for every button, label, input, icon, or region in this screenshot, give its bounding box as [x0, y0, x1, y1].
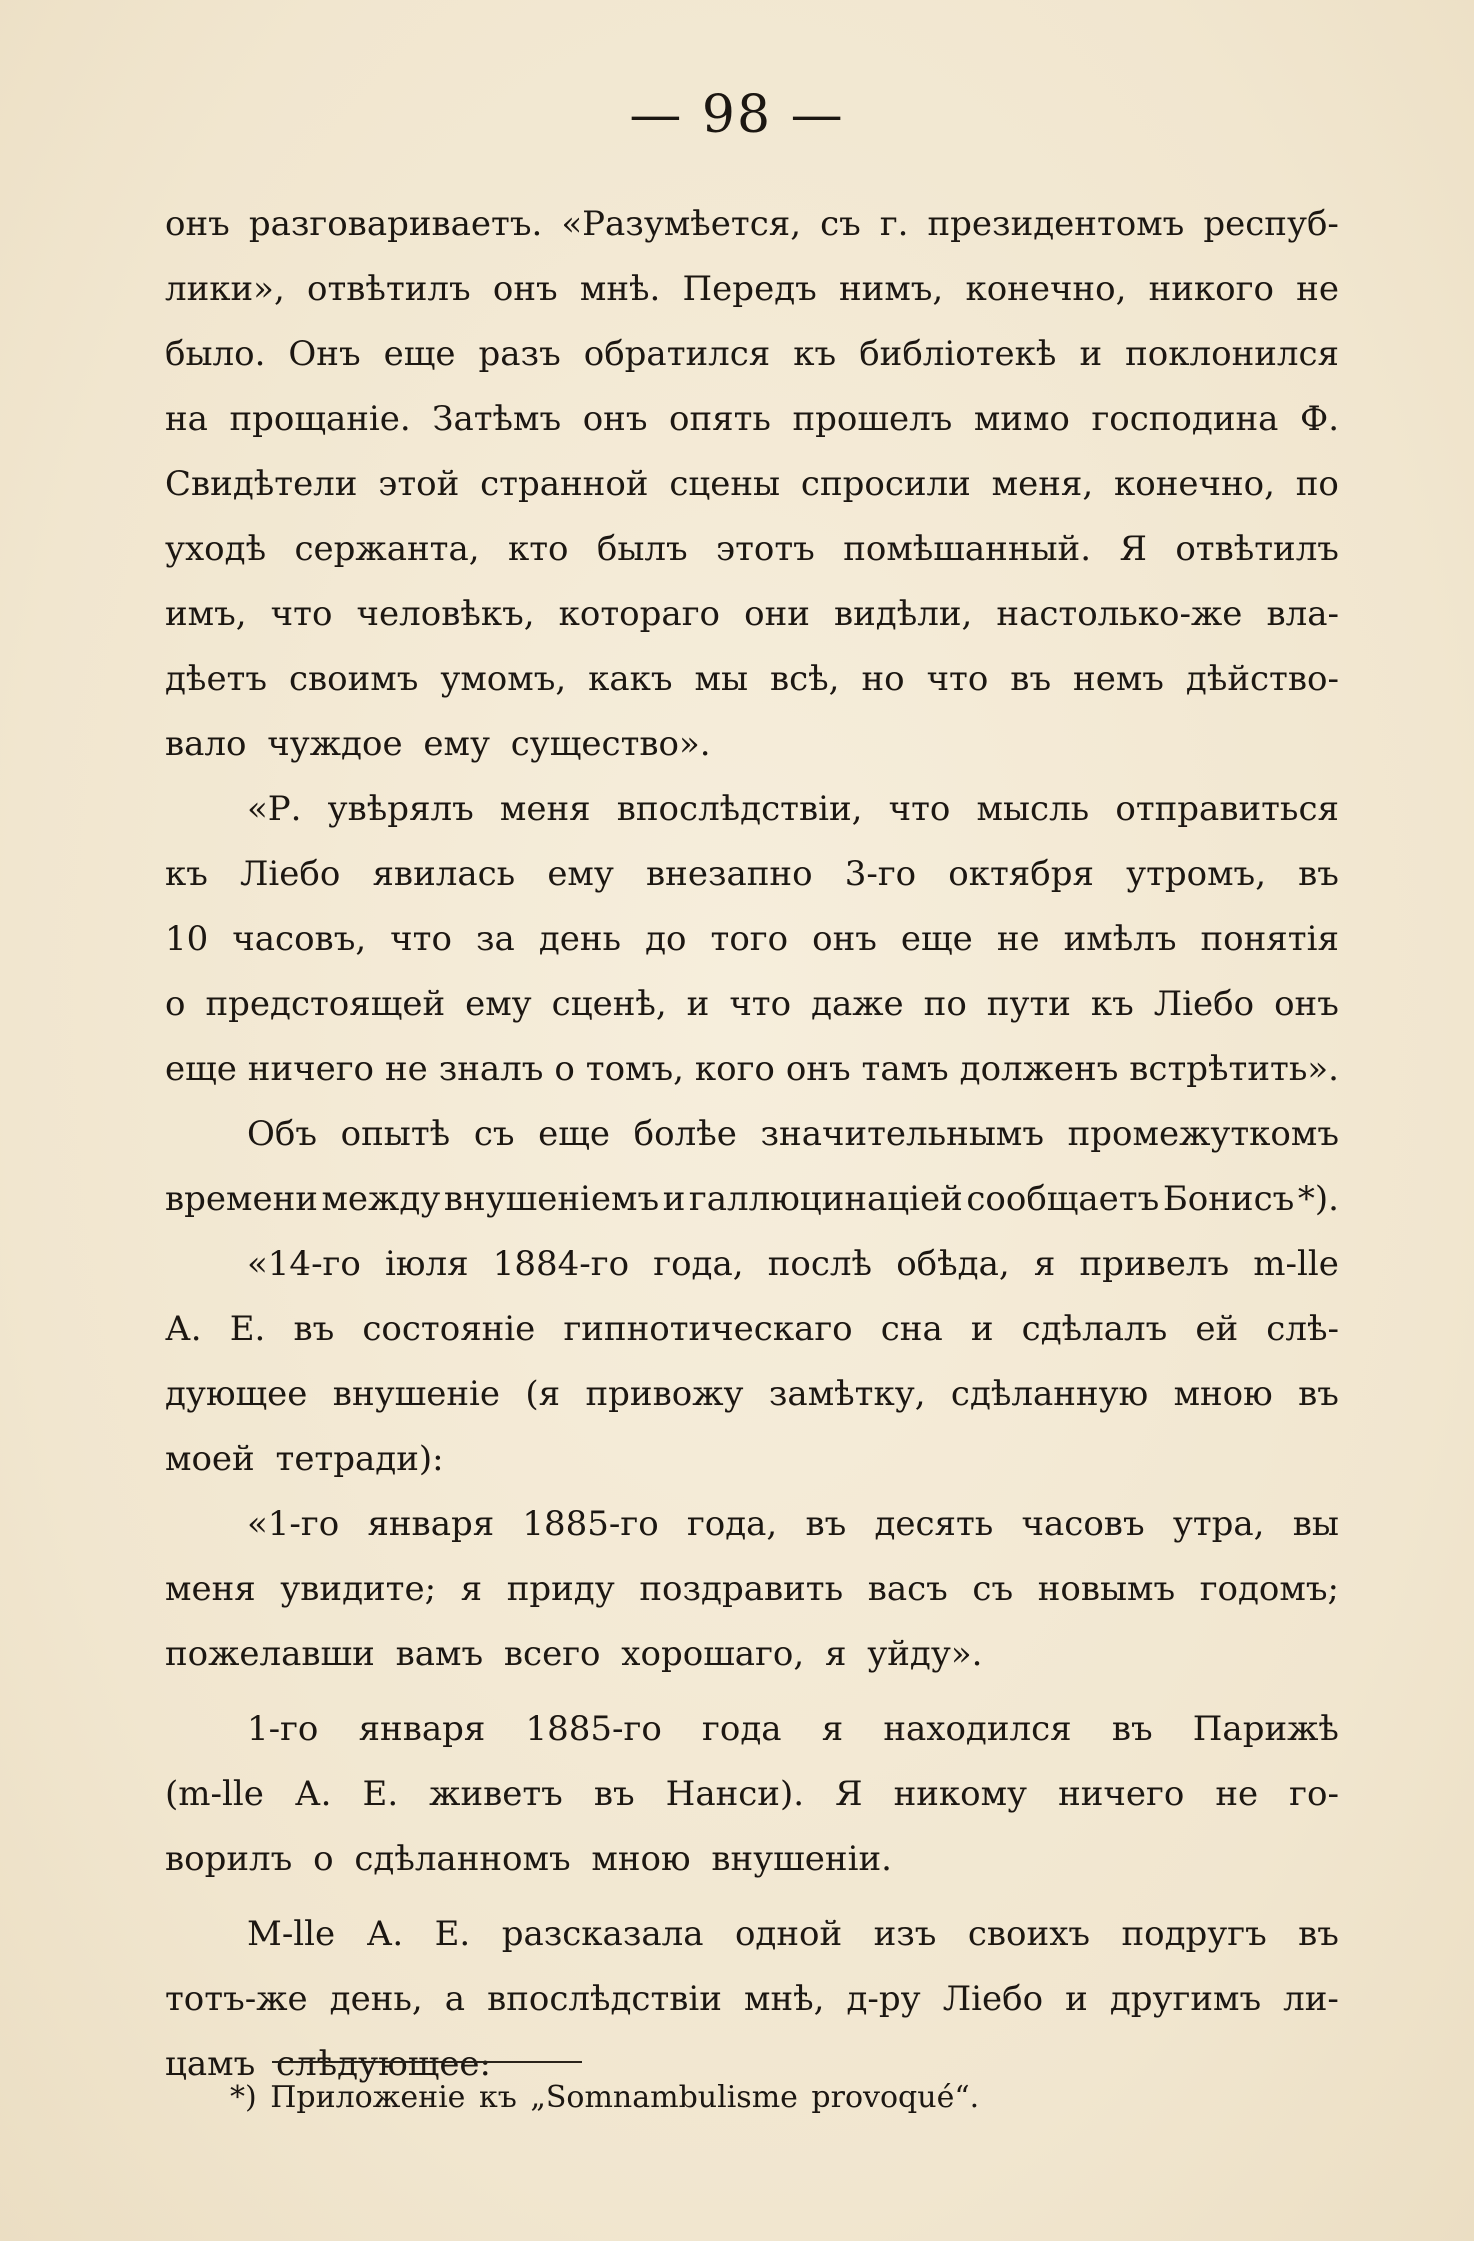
text-line: ворилъ о сдѣланномъ мною внушеніи.	[165, 1839, 892, 1879]
text-line: вало чуждое ему существо».	[165, 724, 711, 764]
text-line: «Р. увѣрялъ меня впослѣдствіи, что мысль отправиться	[247, 789, 1339, 829]
text-line: 1-го января 1885-го года я находился въ Парижѣ	[247, 1709, 1339, 1749]
text-line: дѣетъ своимъ умомъ, какъ мы всѣ, но что въ немъ дѣйство-	[165, 659, 1339, 699]
footnote-divider	[272, 2061, 582, 2063]
text-line: къ Ліебо явилась ему внезапно 3-го октября утромъ, въ	[165, 854, 1339, 894]
text-line: меня увидите; я приду поздравить васъ съ новымъ годомъ;	[165, 1569, 1339, 1609]
text-line: Объ опытѣ съ еще болѣе значительнымъ промежуткомъ	[247, 1114, 1339, 1154]
text-line: А. Е. въ состояніе гипнотическаго сна и сдѣлалъ ей слѣ-	[165, 1309, 1339, 1349]
text-line: «14-го іюля 1884-го года, послѣ обѣда, я привелъ m-lle	[247, 1244, 1339, 1284]
text-line: моей тетради):	[165, 1439, 444, 1479]
text-line: о предстоящей ему сценѣ, и что даже по пути къ Ліебо онъ	[165, 984, 1339, 1024]
text-line: тотъ-же день, а впослѣдствіи мнѣ, д-ру Ліебо и другимъ ли-	[165, 1979, 1339, 2019]
text-line: 10 часовъ, что за день до того онъ еще не имѣлъ понятія	[165, 919, 1339, 959]
text-line: цамъ слѣдующее:	[165, 2044, 492, 2084]
text-line: уходѣ сержанта, кто былъ этотъ помѣшанный. Я отвѣтилъ	[165, 529, 1339, 569]
text-line: на прощаніе. Затѣмъ онъ опять прошелъ мимо господина Ф.	[165, 399, 1339, 439]
footnote: *) Приложеніе къ „Somnambulisme provoqué“.	[230, 2080, 980, 2115]
text-line: Свидѣтели этой странной сцены спросили меня, конечно, по	[165, 464, 1339, 504]
text-line: было. Онъ еще разъ обратился къ библіотекѣ и поклонился	[165, 334, 1339, 374]
page-body-text	[165, 192, 1339, 2097]
page-number: — 98 —	[629, 85, 845, 145]
text-line: дующее внушеніе (я привожу замѣтку, сдѣланную мною въ	[165, 1374, 1339, 1414]
text-line: еще ничего не зналъ о томъ, кого онъ тамъ долженъ встрѣтить».	[165, 1049, 1339, 1089]
text-line: онъ разговариваетъ. «Разумѣется, съ г. президентомъ респуб-	[165, 204, 1339, 244]
text-line: пожелавши вамъ всего хорошаго, я уйду».	[165, 1634, 983, 1674]
text-line: времени между внушеніемъ и галлюцинаціей сообщаетъ Бонисъ *).	[165, 1179, 1339, 1219]
text-line: (m-lle А. Е. живетъ въ Нанси). Я никому ничего не го-	[165, 1774, 1339, 1814]
text-line: «1-го января 1885-го года, въ десять часовъ утра, вы	[247, 1504, 1339, 1544]
text-line: M-lle А. Е. разсказала одной изъ своихъ подругъ въ	[247, 1914, 1339, 1954]
text-line: имъ, что человѣкъ, котораго они видѣли, настолько-же вла-	[165, 594, 1339, 634]
text-line: лики», отвѣтилъ онъ мнѣ. Передъ нимъ, конечно, никого не	[165, 269, 1339, 309]
